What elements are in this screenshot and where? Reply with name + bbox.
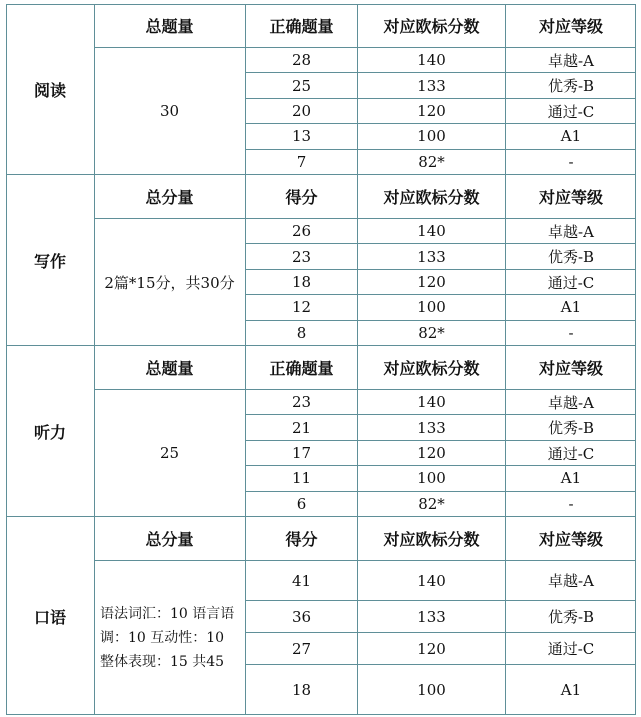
score-cell: 6 xyxy=(246,492,358,516)
header-row xyxy=(94,517,636,561)
level-cell: A1 xyxy=(560,127,582,146)
score-cell: 23 xyxy=(246,390,358,414)
header-cell: 正确题量 xyxy=(246,346,358,389)
score-cell: 28 xyxy=(246,48,358,72)
header-cell: 对应欧标分数 xyxy=(358,346,506,389)
section-grid xyxy=(94,175,636,345)
level-cell: 卓越-A xyxy=(548,572,594,591)
section-listening xyxy=(6,346,636,517)
table-row xyxy=(246,601,636,633)
table-row xyxy=(246,99,636,124)
score-cell: 17 xyxy=(246,441,358,465)
section-label: 听力 xyxy=(6,346,95,516)
header-cell: 总题量 xyxy=(94,4,246,47)
table-row xyxy=(246,390,636,415)
level-cell: 通过-C xyxy=(547,273,595,292)
cefr-cell: 140 xyxy=(358,219,506,243)
score-cell: 36 xyxy=(246,601,358,632)
cefr-cell: 120 xyxy=(358,633,506,664)
table-row xyxy=(246,441,636,466)
section-body xyxy=(94,219,636,345)
header-cell: 对应欧标分数 xyxy=(358,4,506,47)
header-row xyxy=(94,175,636,219)
cefr-cell: 100 xyxy=(358,466,506,490)
cefr-cell: 133 xyxy=(358,601,506,632)
table-row xyxy=(246,321,636,345)
header-row xyxy=(94,4,636,48)
section-body xyxy=(94,48,636,174)
score-cell: 18 xyxy=(246,665,358,715)
cefr-cell: 120 xyxy=(358,270,506,294)
score-cell: 7 xyxy=(246,150,358,174)
level-cell: 卓越-A xyxy=(548,393,594,412)
section-writing xyxy=(6,175,636,346)
header-cell: 对应等级 xyxy=(538,530,603,549)
cefr-cell: 133 xyxy=(358,244,506,268)
cefr-cell: 133 xyxy=(358,415,506,439)
level-cell: - xyxy=(568,494,574,513)
score-cell: 18 xyxy=(246,270,358,294)
cefr-cell: 82* xyxy=(358,150,506,174)
score-cell: 11 xyxy=(246,466,358,490)
level-cell: 优秀-B xyxy=(547,77,595,96)
level-cell: 优秀-B xyxy=(547,608,595,627)
header-cell: 得分 xyxy=(246,517,358,560)
level-cell: 通过-C xyxy=(547,640,595,659)
table-row xyxy=(246,244,636,269)
table-row xyxy=(246,295,636,320)
cefr-cell: 140 xyxy=(358,390,506,414)
table-row xyxy=(246,150,636,174)
header-cell: 对应欧标分数 xyxy=(358,517,506,560)
data-rows xyxy=(246,561,636,715)
cefr-cell: 82* xyxy=(358,492,506,516)
table-row xyxy=(246,73,636,98)
header-cell: 对应欧标分数 xyxy=(358,175,506,218)
score-cell: 8 xyxy=(246,321,358,345)
section-body xyxy=(94,390,636,516)
table-row xyxy=(246,124,636,149)
table-row xyxy=(246,219,636,244)
score-cell: 13 xyxy=(246,124,358,148)
total-cell: 语法词汇：10 语言语调：10 互动性：10 整体表现：15 共45 xyxy=(94,561,246,715)
header-cell: 对应等级 xyxy=(538,359,603,378)
table-row xyxy=(246,270,636,295)
score-cell: 20 xyxy=(246,99,358,123)
section-speaking xyxy=(6,517,636,715)
cefr-cell: 140 xyxy=(358,561,506,600)
total-cell: 25 xyxy=(94,390,246,516)
table-row xyxy=(246,415,636,440)
total-cell: 2篇*15分，共30分 xyxy=(94,219,246,345)
score-cell: 25 xyxy=(246,73,358,97)
header-cell: 总分量 xyxy=(94,517,246,560)
level-cell: 卓越-A xyxy=(548,222,594,241)
cefr-cell: 120 xyxy=(358,99,506,123)
cefr-cell: 82* xyxy=(358,321,506,345)
score-table xyxy=(6,4,636,715)
header-cell: 总分量 xyxy=(94,175,246,218)
cefr-cell: 100 xyxy=(358,295,506,319)
section-grid xyxy=(94,346,636,516)
table-row xyxy=(246,633,636,665)
table-row xyxy=(246,492,636,516)
section-grid xyxy=(94,517,636,715)
section-label: 写作 xyxy=(6,175,95,345)
cefr-cell: 100 xyxy=(358,124,506,148)
section-body xyxy=(94,561,636,715)
total-cell: 30 xyxy=(94,48,246,174)
data-rows xyxy=(246,390,636,516)
section-label: 阅读 xyxy=(6,4,95,174)
level-cell: A1 xyxy=(560,469,582,488)
level-cell: 卓越-A xyxy=(548,51,594,70)
level-cell: A1 xyxy=(560,681,582,700)
table-row xyxy=(246,665,636,715)
section-label: 口语 xyxy=(6,517,95,715)
header-cell: 总题量 xyxy=(94,346,246,389)
header-cell: 正确题量 xyxy=(246,4,358,47)
score-cell: 23 xyxy=(246,244,358,268)
level-cell: 通过-C xyxy=(547,102,595,121)
score-cell: 26 xyxy=(246,219,358,243)
header-cell: 对应等级 xyxy=(538,188,603,207)
cefr-cell: 120 xyxy=(358,441,506,465)
cefr-cell: 100 xyxy=(358,665,506,715)
level-cell: A1 xyxy=(560,298,582,317)
level-cell: - xyxy=(568,152,574,171)
level-cell: - xyxy=(568,323,574,342)
data-rows xyxy=(246,48,636,174)
data-rows xyxy=(246,219,636,345)
header-row xyxy=(94,346,636,390)
level-cell: 优秀-B xyxy=(547,419,595,438)
score-cell: 27 xyxy=(246,633,358,664)
header-cell: 对应等级 xyxy=(538,17,603,36)
section-grid xyxy=(94,4,636,174)
table-row xyxy=(246,561,636,601)
level-cell: 通过-C xyxy=(547,444,595,463)
table-row xyxy=(246,466,636,491)
header-cell: 得分 xyxy=(246,175,358,218)
cefr-cell: 133 xyxy=(358,73,506,97)
score-cell: 12 xyxy=(246,295,358,319)
cefr-cell: 140 xyxy=(358,48,506,72)
score-cell: 21 xyxy=(246,415,358,439)
table-row xyxy=(246,48,636,73)
level-cell: 优秀-B xyxy=(547,248,595,267)
score-cell: 41 xyxy=(246,561,358,600)
section-reading xyxy=(6,4,636,175)
